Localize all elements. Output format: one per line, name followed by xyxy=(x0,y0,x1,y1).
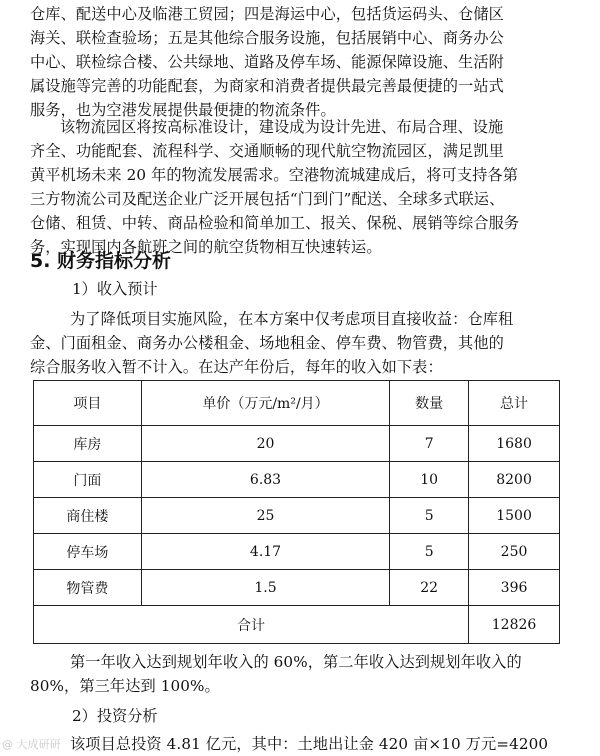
table-row xyxy=(34,462,560,498)
text-line: 务，实现国内各航班之间的航空货物相互快速转运。 xyxy=(30,238,382,256)
cell-unit-price: 25 xyxy=(141,498,389,534)
cell-item: 库房 xyxy=(34,426,142,462)
column-header-quantity: 数量 xyxy=(390,381,469,426)
text-line: 80%，第三年达到 100%。 xyxy=(30,677,220,695)
text-line: 海关、联检查验场；五是其他综合服务设施，包括展销中心、商务办公 xyxy=(30,29,504,47)
text-line: 齐全、功能配套、流程科学、交通顺畅的现代航空物流园区，满足凯里 xyxy=(30,142,504,160)
cell-quantity: 5 xyxy=(390,534,469,570)
text-line: 该项目总投资 4.81 亿元，其中：土地出让金 420 亩×10 万元=4200 xyxy=(70,735,549,753)
paragraph-income-scope xyxy=(30,307,568,379)
cell-quantity: 10 xyxy=(390,462,469,498)
section-heading: 5. 财务指标分析 xyxy=(30,250,172,272)
paragraph-income-ramp xyxy=(30,650,568,698)
cell-total: 250 xyxy=(469,534,560,570)
paragraph-logistics-zones xyxy=(30,2,568,122)
text-line: 属设施等完善的功能配套，为商家和消费者提供最完善最便捷的一站式 xyxy=(30,77,504,95)
cell-unit-price: 1.5 xyxy=(141,570,389,606)
text-line: 服务，也为空港发展提供最便捷的物流条件。 xyxy=(30,101,336,119)
text-line: 第一年收入达到规划年收入的 60%，第二年收入达到规划年收入的 xyxy=(70,653,522,671)
table-header-row xyxy=(34,381,560,426)
cell-item: 商住楼 xyxy=(34,498,142,534)
cell-unit-price: 20 xyxy=(141,426,389,462)
table-row xyxy=(34,570,560,606)
table-row xyxy=(34,534,560,570)
cell-total: 1500 xyxy=(469,498,560,534)
paragraph-park-design xyxy=(30,115,568,259)
table-row xyxy=(34,498,560,534)
subheading-income-forecast: 1）收入预计 xyxy=(72,280,158,298)
text-line: 黄平机场未来 20 年的物流发展需求。空港物流城建成后，将可支持各第 xyxy=(30,166,519,184)
column-header-total: 总计 xyxy=(469,381,560,426)
text-line: 该物流园区将按高标准设计，建设成为设计先进、布局合理、设施 xyxy=(60,118,504,136)
paragraph-investment xyxy=(30,732,568,756)
text-line: 仓储、租赁、中转、商品检验和简单加工、报关、保税、展销等综合服务 xyxy=(30,214,520,232)
cell-item: 门面 xyxy=(34,462,142,498)
cell-unit-price: 4.17 xyxy=(141,534,389,570)
text-line: 为了降低项目实施风险，在本方案中仅考虑项目直接收益：仓库租 xyxy=(70,310,514,328)
cell-item: 物管费 xyxy=(34,570,142,606)
cell-total: 396 xyxy=(469,570,560,606)
cell-item: 停车场 xyxy=(34,534,142,570)
cell-unit-price: 6.83 xyxy=(141,462,389,498)
cell-quantity: 5 xyxy=(390,498,469,534)
total-label: 合计 xyxy=(34,606,469,644)
text-line: 仓库、配送中心及临港工贸园；四是海运中心，包括货运码头、仓储区 xyxy=(30,5,504,23)
income-table xyxy=(33,380,560,644)
subheading-investment-analysis: 2）投资分析 xyxy=(72,707,158,725)
cell-quantity: 7 xyxy=(390,426,469,462)
table-row xyxy=(34,426,560,462)
column-header-unit-price: 单价（万元/m²/月） xyxy=(141,381,389,426)
cell-total: 1680 xyxy=(469,426,560,462)
cell-total: 8200 xyxy=(469,462,560,498)
text-line: 中心、联检综合楼、公共绿地、道路及停车场、能源保障设施、生活附 xyxy=(30,53,504,71)
watermark: @ 大成研研 xyxy=(2,738,61,751)
total-value: 12826 xyxy=(469,606,560,644)
text-line: 三方物流公司及配送企业广泛开展包括“门到门”配送、全球多式联运、 xyxy=(30,190,505,208)
table-total-row xyxy=(34,606,560,644)
text-line: 金、门面租金、商务办公楼租金、场地租金、停车费、物管费，其他的 xyxy=(30,334,504,352)
cell-quantity: 22 xyxy=(390,570,469,606)
text-line: 综合服务收入暂不计入。在达产年份后，每年的收入如下表： xyxy=(30,358,443,376)
column-header-item: 项目 xyxy=(34,381,142,426)
